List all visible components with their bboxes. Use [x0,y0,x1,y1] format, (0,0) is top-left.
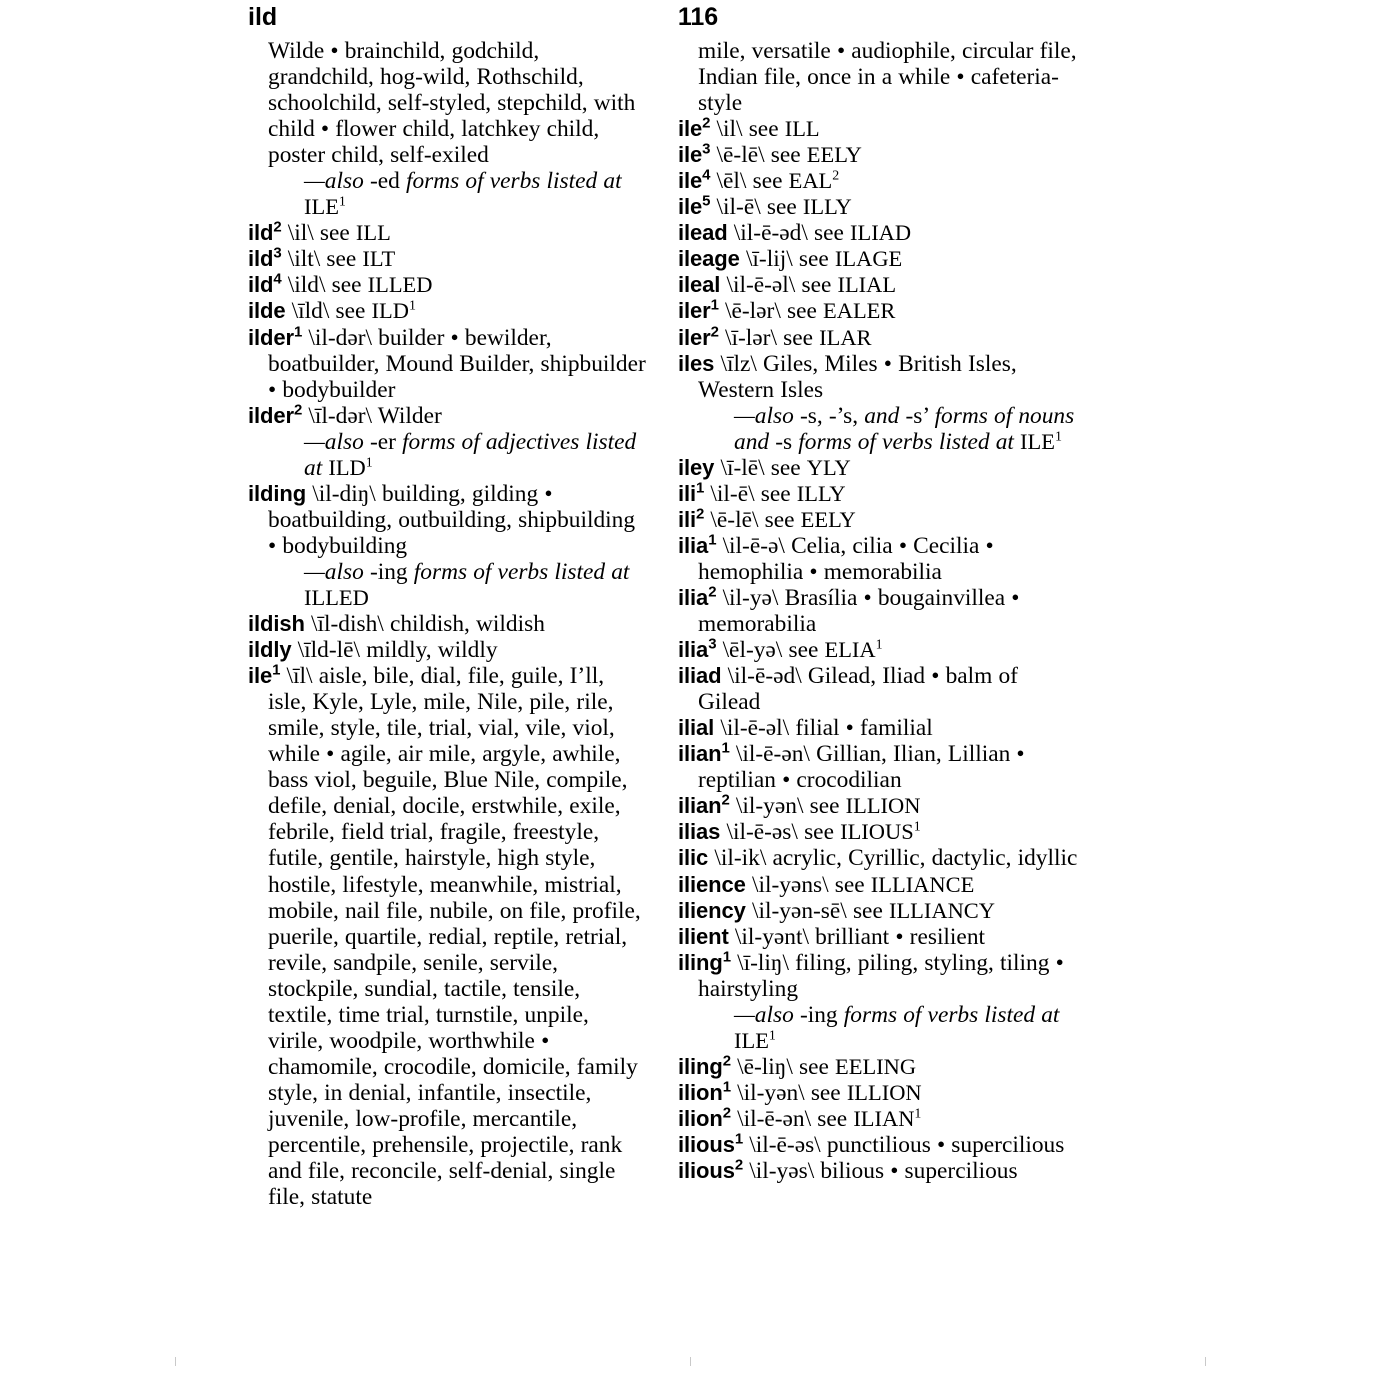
dictionary-entry [248,220,648,246]
dictionary-entry [678,1132,1078,1158]
cross-reference[interactable]: ILIOUS$^1$ [840,819,921,845]
cross-reference[interactable]: EELY [806,142,862,168]
pronunciation: \il-yəs\ [749,1158,815,1185]
pronunciation: \ē-lē\ [716,142,765,169]
pronunciation: \il-yəns\ [751,871,829,898]
entry-headword: ilding [248,480,307,506]
dictionary-entry [248,611,648,637]
also-note: —also -ed forms of verbs listed at ILE$^1$ [304,168,622,220]
entry-headword: iliency [678,897,746,923]
entry-body: aisle, bile, dial, file, guile, I’ll, isle, Kyle, Lyle, mile, Nile, pile, rile, smile, style, tile, trial, vial, vile, viol, while • agile, air mile, argyle, awhile, bass viol, beguile, Blue Nile, compile, defile, denial, docile, erstwhile, exile, febrile, field trial, fragile, freestyle, futile, gentile, hairstyle, high style, hostile, lifestyle, meanwhile, mistrial, mobile, nail file, nubile, on file, profile, puerile, quartile, redial, reptile, retrial, revile, sandpile, senile, servile, stockpile, sundial, tactile, tensile, textile, time trial, turnstile, unpile, virile, woodpile, worthwhile • chamomile, crocodile, domicile, family style, in denial, infantile, insectile, juvenile, low-profile, mercantile, percentile, prehensile, projectile, rank and file, reconcile, self-denial, single file, statute [268,663,641,1211]
pronunciation: \il-ē-ə\ [722,532,785,559]
dictionary-entry [678,533,1078,585]
dictionary-entry [678,272,1078,298]
entry-headword: ilder$^2$ [248,401,303,428]
dictionary-entry [678,168,1078,194]
cross-reference[interactable]: ILIAL [837,272,897,298]
dictionary-entry [678,142,1078,168]
entry-body: filial • familial [795,715,933,742]
entry-runover [678,38,1078,116]
dictionary-entry [678,351,1078,455]
dictionary-entry [678,819,1078,845]
dictionary-entry [678,1158,1078,1184]
entry-headword: ileage [678,246,740,272]
dictionary-entry [678,246,1078,272]
cross-reference[interactable]: ILE$^1$ [304,194,346,220]
cross-reference[interactable]: ILLY [796,480,846,506]
cross-reference[interactable]: ILD$^1$ [371,298,416,324]
dictionary-entry [678,872,1078,898]
entry-body: see [783,324,820,351]
entry-headword: ild$^4$ [248,271,282,298]
entry-body: see [799,1053,836,1080]
pronunciation: \il\ [716,116,743,143]
pronunciation: \ild\ [287,272,326,299]
entry-headword: ilias [678,819,721,845]
cross-reference[interactable]: ILL [355,220,391,246]
entry-headword: ilian$^1$ [678,739,730,767]
cross-reference[interactable]: EELY [800,506,856,532]
dictionary-entry [678,637,1078,663]
entry-headword: iliad [678,663,722,689]
entry-headword: ilder$^1$ [248,323,303,350]
pronunciation: \il-ē\ [710,480,755,507]
pronunciation: \īlz\ [720,350,757,377]
pronunciation: \ī-lij\ [745,246,793,273]
dictionary-entry [678,455,1078,481]
entry-body: see [326,246,363,273]
pronunciation: \īld\ [291,298,330,325]
pronunciation: \il-ē-əl\ [726,272,796,299]
entry-body: building, gilding • boatbuilding, outbuilding, shipbuilding • bodybuilding [268,480,636,559]
dictionary-entry [678,845,1078,871]
entry-headword: ilious$^1$ [678,1130,744,1157]
right-column [678,38,1078,1184]
dictionary-entry [678,793,1078,819]
body-columns [248,38,1134,1308]
crop-mark-left [175,1357,176,1366]
entry-headword: ile$^3$ [678,140,711,168]
cross-reference[interactable]: EELING [835,1053,917,1079]
also-note: —also -er forms of adjectives listed at ILD$^1$ [304,428,637,481]
entry-body: see [804,819,841,846]
entry-headword: ilious$^2$ [678,1156,744,1184]
pronunciation: \ēl-yə\ [722,637,783,664]
entry-body: see [801,272,838,299]
dictionary-entry [248,403,648,481]
dictionary-entry [248,246,648,272]
entry-headword: ild$^3$ [248,245,282,272]
pronunciation: \ī-liŋ\ [737,949,789,976]
entry-headword: iling$^2$ [678,1052,731,1079]
pronunciation: \il-ē-əl\ [720,715,790,742]
entry-body: see [834,871,871,898]
entry-headword: ilial [678,715,715,741]
dictionary-entry [678,1106,1078,1132]
entry-body: see [852,897,889,924]
pronunciation: \ilt\ [287,246,321,273]
entry-body: see [809,793,846,820]
entry-body: Brasília • bougainvillea • memorabilia [698,584,1020,638]
dictionary-entry [678,898,1078,924]
dictionary-entry [248,637,648,663]
pronunciation: \īl\ [286,663,313,690]
entry-headword: iley [678,454,715,480]
pronunciation: \il-yənt\ [734,923,809,950]
cross-reference[interactable]: ILLED [304,584,369,610]
entry-body: see [788,637,825,664]
entry-body: childish, wildish [389,611,545,638]
dictionary-entry [678,220,1078,246]
pronunciation: \il-ē-əd\ [727,663,802,690]
pronunciation: \ēl\ [716,168,747,195]
entry-headword: ileal [678,272,721,298]
cross-reference[interactable]: ILLIANCY [888,897,995,923]
pronunciation: \ī-lər\ [725,324,777,351]
cross-reference[interactable]: ILLED [367,272,433,298]
entry-body: see [814,220,851,247]
entry-body: see [798,246,835,273]
entry-body: mile, versatile • audiophile, circular file, Indian file, once in a while • cafeteria-style [698,38,1077,117]
dictionary-entry [678,1054,1078,1080]
dictionary-entry [678,715,1078,741]
entry-headword: ilion$^1$ [678,1078,731,1105]
pronunciation: \ē-liŋ\ [737,1053,793,1080]
pronunciation: \il-yən-sē\ [751,897,847,924]
entry-headword: ilia$^2$ [678,583,717,610]
pronunciation: \il-dər\ [308,324,372,351]
entry-body: mildly, wildly [366,637,498,664]
dictionary-entry [248,272,648,298]
entry-headword: ilia$^3$ [678,635,717,663]
entry-headword: ilead [678,220,728,246]
pronunciation: \il\ [287,220,314,247]
entry-body: Celia, cilia • Cecilia • hemophilia • memorabilia [698,532,994,585]
dictionary-entry [678,663,1078,715]
pronunciation: \il-ē-əs\ [726,819,798,846]
cross-reference[interactable]: ILLY [802,194,852,220]
entry-body: Gillian, Ilian, Lillian • reptilian • crocodilian [698,741,1025,794]
entry-body: Giles, Miles • British Isles, Western Isles [698,350,1017,403]
entry-body: Gilead, Iliad • balm of Gilead [698,663,1018,716]
dictionary-entry [678,1080,1078,1106]
entry-body: filing, piling, styling, tiling • hairstyling [698,949,1064,1002]
entry-body: bilious • supercilious [820,1158,1018,1185]
entry-body: acrylic, Cyrillic, dactylic, idyllic [772,845,1078,872]
entry-headword: ilic [678,845,709,871]
pronunciation: \ē-lē\ [710,506,759,533]
dictionary-entry [678,741,1078,793]
running-head-word: ild [248,3,278,31]
entry-headword: iler$^1$ [678,297,719,324]
cross-reference[interactable]: ILIAD [850,220,912,246]
cross-reference[interactable]: ILL [784,116,820,142]
entry-headword: ile$^2$ [678,114,711,142]
entry-body: see [760,480,797,507]
dictionary-entry [678,507,1078,533]
dictionary-entry [248,663,648,1210]
pronunciation: \il-ik\ [714,845,767,872]
pronunciation: \īld-lē\ [297,637,361,664]
dictionary-entry [678,325,1078,351]
entry-body: see [766,194,803,221]
cross-reference[interactable]: ILD$^1$ [328,454,373,480]
entry-body: brilliant • resilient [815,923,986,950]
cross-reference[interactable]: ILLION [845,793,921,819]
entry-body: punctilious • supercilious [826,1131,1065,1158]
dictionary-entry [678,585,1078,637]
entry-body: see [752,168,789,195]
cross-reference[interactable]: YLY [806,454,851,480]
page-number: 116 [677,3,719,31]
entry-body: see [331,272,368,299]
running-head [248,0,1148,38]
pronunciation: \īl-dish\ [311,611,384,638]
pronunciation: \ē-lər\ [725,298,781,325]
dictionary-entry [678,194,1078,220]
dictionary-entry [678,116,1078,142]
pronunciation: \ī-lē\ [720,454,765,481]
entry-headword: ile$^1$ [248,661,281,689]
entry-headword: ile$^4$ [678,166,711,194]
cross-reference[interactable]: ILT [362,246,396,272]
crop-mark-right [1205,1357,1206,1366]
entry-body: Wilder [377,402,442,429]
entry-headword: ilion$^2$ [678,1104,731,1131]
crop-mark-center [690,1357,691,1366]
entry-headword: ile$^5$ [678,192,711,220]
cross-reference[interactable]: ILAGE [834,246,903,272]
cross-reference[interactable]: ILLIANCE [870,871,975,897]
cross-reference[interactable]: ILIAN$^1$ [853,1105,922,1131]
dictionary-entry [678,298,1078,324]
cross-reference[interactable]: ILAR [819,324,872,350]
dictionary-entry [248,298,648,324]
cross-reference[interactable]: ILE$^1$ [1020,428,1062,454]
entry-headword: ildly [248,637,292,663]
dictionary-entry [678,950,1078,1054]
pronunciation: \il-yə\ [722,584,779,611]
dictionary-entry [248,325,648,403]
entry-body: see [817,1105,854,1132]
pronunciation: \il-ē-ən\ [737,1105,812,1132]
cross-reference[interactable]: ILE$^1$ [734,1027,776,1053]
left-column [248,38,648,1210]
dictionary-entry [678,481,1078,507]
pronunciation: \il-ē-əd\ [733,220,808,247]
pronunciation: \il-ē-ən\ [735,741,810,768]
also-note: —also -ing forms of verbs listed at ILLED [304,558,630,610]
cross-reference[interactable]: ILLION [846,1079,922,1105]
entry-headword: iler$^2$ [678,323,719,350]
entry-body: see [319,220,356,247]
entry-body: see [810,1079,847,1106]
cross-reference[interactable]: ELIA$^1$ [824,637,883,663]
entry-body: Wilde • brainchild, godchild, grandchild, hog-wild, Rothschild, schoolchild, self-styled, stepchild, with child • flower child, latchkey child, poster child, self-exiled [268,38,636,169]
pronunciation: \il-ē-əs\ [749,1131,821,1158]
also-note: —also -s, -’s, and -s’ forms of nouns and -s forms of verbs listed at ILE$^1$ [734,402,1075,455]
entry-headword: ili$^1$ [678,479,705,506]
dictionary-entry [678,924,1078,950]
entry-body: see [770,142,807,169]
entry-body: builder • bewilder, boatbuilder, Mound Builder, shipbuilder • bodybuilder [268,324,646,403]
dictionary-entry [248,481,648,611]
pronunciation: \il-diŋ\ [312,480,376,507]
cross-reference[interactable]: EAL$^2$ [788,168,840,194]
pronunciation: \il-yən\ [737,1079,805,1106]
entry-body: see [770,454,807,481]
entry-headword: iling$^1$ [678,948,731,975]
entry-headword: ilde [248,298,286,324]
entry-headword: ilia$^1$ [678,531,717,558]
pronunciation: \īl-dər\ [308,402,372,429]
pronunciation: \il-ē\ [716,194,761,221]
entry-headword: ilian$^2$ [678,792,730,819]
entry-headword: iles [678,350,715,376]
entry-body: see [787,298,824,325]
cross-reference[interactable]: EALER [823,298,896,324]
entry-headword: ildish [248,611,305,637]
entry-body: see [748,116,785,143]
entry-headword: ilience [678,871,746,897]
entry-headword: ili$^2$ [678,505,705,532]
entry-runover [248,38,648,220]
pronunciation: \il-yən\ [735,793,804,820]
entry-body: see [335,298,372,325]
also-note: —also -ing forms of verbs listed at ILE$^1$ [734,1001,1060,1053]
entry-body: see [764,506,801,533]
entry-headword: ilient [678,923,729,949]
entry-headword: ild$^2$ [248,219,282,246]
